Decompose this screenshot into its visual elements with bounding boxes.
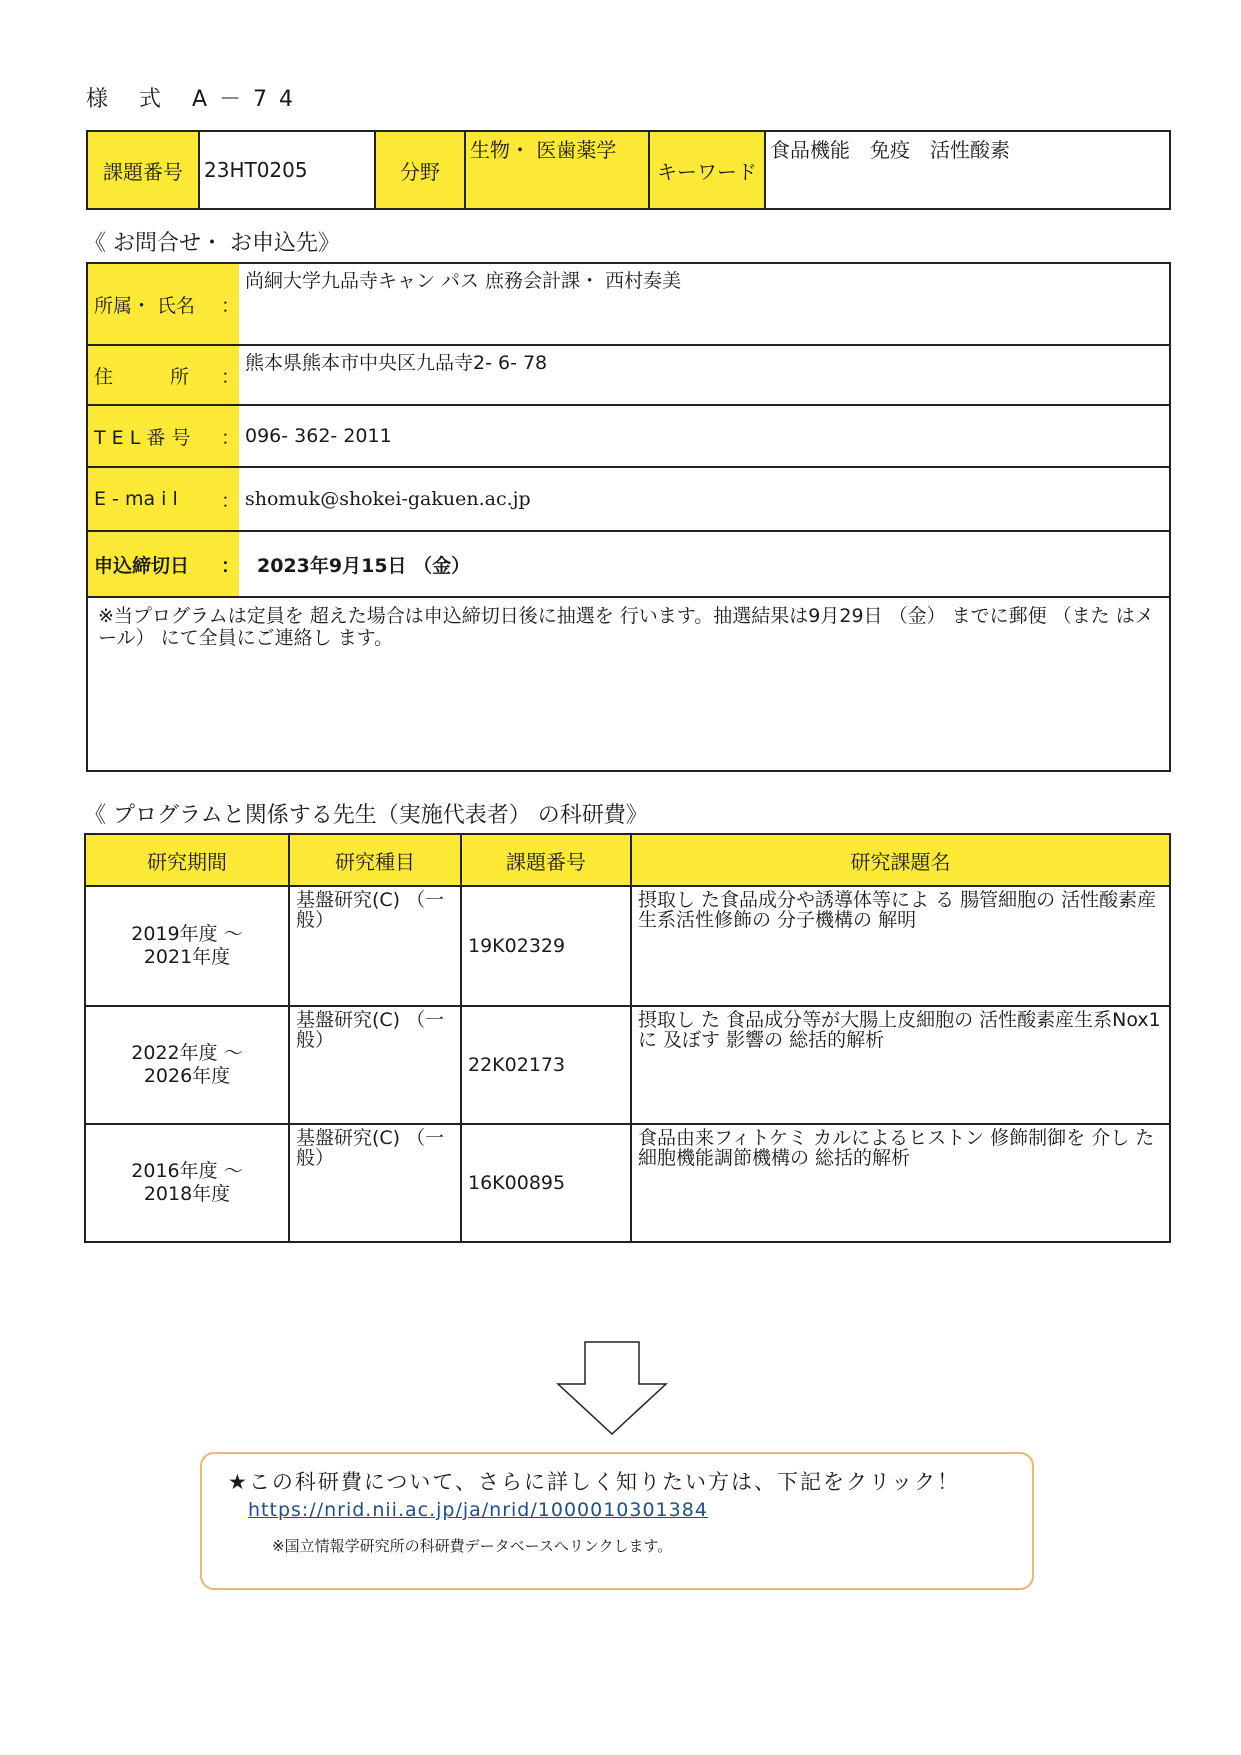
category-cell: 基盤研究(C) （一般）	[289, 1006, 461, 1124]
period-cell	[85, 886, 289, 1006]
keyword-label: キーワード	[649, 131, 765, 209]
tel-label: T E L 番 号	[87, 405, 221, 467]
title-cell: 食品由来フィトケミ カルによるヒストン 修飾制御を 介し た 細胞機能調節機構の 総括的解析	[631, 1124, 1170, 1242]
research-table	[84, 833, 1171, 1243]
header-title: 研究課題名	[631, 834, 1170, 886]
header-period: 研究期間	[85, 834, 289, 886]
deadline-label: 申込締切日	[87, 531, 221, 597]
form-id: 様 式 A－74	[86, 87, 306, 112]
number-cell: 22K02173	[461, 1006, 631, 1124]
field-label: 分野	[375, 131, 465, 209]
email-value[interactable]: shomuk@shokei-gakuen.ac.jp	[239, 467, 1170, 531]
period-start: 2019年度 ～	[131, 923, 243, 946]
title-cell: 摂取し た 食品成分等が大腸上皮細胞の 活性酸素産生系Nox1に 及ぼす 影響の 総括的解析	[631, 1006, 1170, 1124]
lottery-note: ※当プログラムは定員を 超えた場合は申込締切日後に抽選を 行います。抽選結果は9月29日 （金） までに郵便 （また はメール） にて全員にご連絡し ます。	[87, 597, 1170, 771]
research-section-title: 《 プログラムと関係する先生（実施代表者） の科研費》	[84, 803, 648, 828]
address-value: 熊本県熊本市中央区九品寺2- 6- 78	[239, 345, 1170, 405]
down-arrow-icon	[556, 1340, 668, 1436]
task-number-label: 課題番号	[87, 131, 199, 209]
table-row	[85, 1124, 1170, 1242]
period-end: 2026年度	[143, 1065, 231, 1087]
kaken-link[interactable]: https://nrid.nii.ac.jp/ja/nrid/1000010301384	[248, 1499, 708, 1521]
period-cell	[85, 1124, 289, 1242]
number-cell: 19K02329	[461, 886, 631, 1006]
period-start: 2016年度 ～	[131, 1160, 243, 1183]
colon: ：	[221, 345, 239, 405]
period-start: 2022年度 ～	[131, 1042, 243, 1065]
tel-value: 096- 362- 2011	[239, 405, 1170, 467]
email-label: E - ma i l	[87, 467, 221, 531]
table-row	[85, 1006, 1170, 1124]
period-end: 2021年度	[143, 946, 231, 968]
header-number: 課題番号	[461, 834, 631, 886]
keyword-value: 食品機能 免疫 活性酸素	[765, 131, 1170, 209]
address-label: 住 所	[87, 345, 221, 405]
affiliation-value: 尚絅大学九品寺キャン パス 庶務会計課・ 西村奏美	[239, 263, 1170, 345]
contact-table	[86, 262, 1171, 772]
task-number-value: 23HT0205	[199, 131, 375, 209]
category-cell: 基盤研究(C) （一般）	[289, 886, 461, 1006]
task-info-table	[86, 130, 1171, 210]
colon: ：	[221, 263, 239, 345]
colon: ：	[221, 531, 239, 597]
number-cell: 16K00895	[461, 1124, 631, 1242]
link-note: ※国立情報学研究所の科研費データベースへリンクします。	[272, 1537, 673, 1555]
colon: ：	[221, 405, 239, 467]
affiliation-label: 所属・ 氏名	[87, 263, 221, 345]
title-cell: 摂取し た食品成分や誘導体等によ る 腸管細胞の 活性酸素産生系活性修飾の 分子機構の 解明	[631, 886, 1170, 1006]
colon: ：	[221, 467, 239, 531]
period-cell	[85, 1006, 289, 1124]
table-row	[85, 886, 1170, 1006]
click-instruction: ★この科研費について、さらに詳しく知りたい方は、下記をクリック！	[228, 1470, 961, 1494]
field-value: 生物・ 医歯薬学	[465, 131, 649, 209]
header-category: 研究種目	[289, 834, 461, 886]
category-cell: 基盤研究(C) （一般）	[289, 1124, 461, 1242]
contact-section-title: 《 お問合せ・ お申込先》	[84, 231, 340, 256]
period-end: 2018年度	[143, 1183, 231, 1205]
deadline-value: 2023年9月15日 （金）	[239, 531, 1170, 597]
